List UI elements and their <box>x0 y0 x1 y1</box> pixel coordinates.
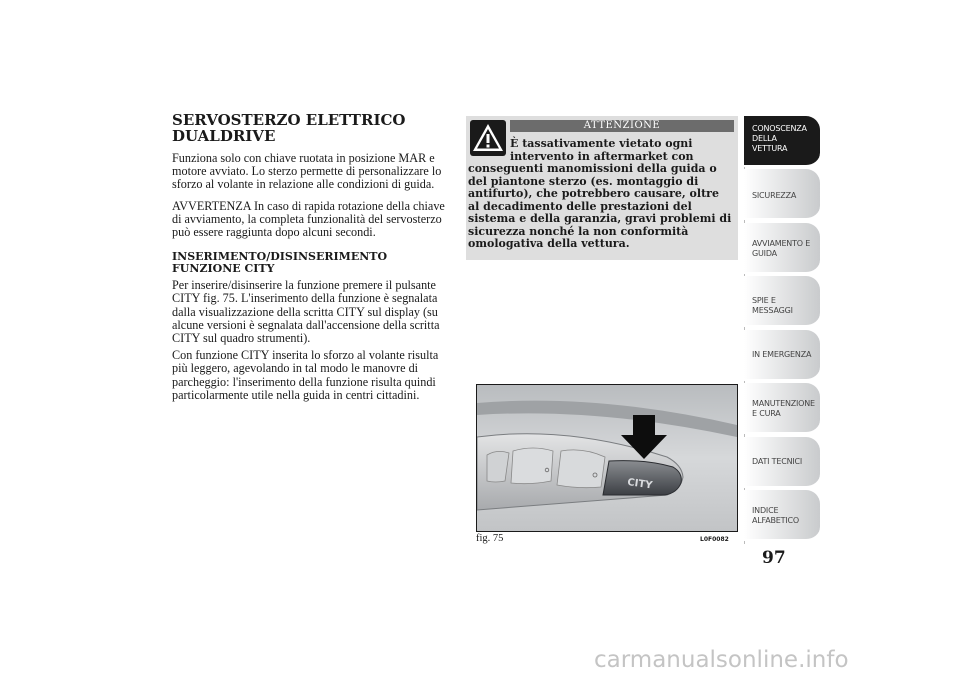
dashboard-photo <box>477 385 737 531</box>
warning-text-first: È tassativamente vietato ogni intervento in aftermarket con <box>510 137 694 163</box>
paragraph-warning-note: AVVERTENZA In caso di rapida rotazione della chiave di avviamento, la completa funzionalità del servosterzo può essere raggiunta dopo alcuni secondi. <box>172 198 445 240</box>
warning-text-rest: conseguenti manomissioni della guida o del piantone sterzo (es. montaggio di antifurto), che potrebbero causare, oltre al decadimento delle prestazioni del sistema e della garanzia, gravi problemi di sicurezza nonché la non conformità omologativa della vettura. <box>468 162 732 250</box>
sidebar-tab-label: SICUREZZA <box>752 191 797 200</box>
city-button-label: CITY <box>626 477 653 492</box>
sidebar-tab-label: CONOSCENZA DELLA VETTURA <box>752 124 807 153</box>
section-title: SERVOSTERZO ELETTRICO DUALDRIVE <box>172 111 406 145</box>
paragraph-intro: Funziona solo con chiave ruotata in posizione MAR e motore avviato. Lo sterzo permette di personalizzare lo sforzo al volante in relazione alle condizioni di guida. <box>172 151 442 192</box>
sidebar-tab-label: SPIE E MESSAGGI <box>752 296 793 315</box>
figure-caption: fig. 75 <box>476 533 504 544</box>
sidebar-tab-emergenza[interactable] <box>744 330 820 381</box>
subsection-title: INSERIMENTO/DISINSERIMENTO FUNZIONE CITY <box>172 250 388 276</box>
watermark: carmanualsonline.info <box>594 647 849 673</box>
sidebar-tab-label: INDICE ALFABETICO <box>752 506 799 525</box>
sidebar-tab-dati-tecnici[interactable] <box>744 437 820 488</box>
sidebar-tab-label: MANUTENZIONE E CURA <box>752 399 815 418</box>
chapter-sidebar <box>744 116 820 544</box>
warning-box <box>466 116 738 260</box>
sidebar-tab-indice[interactable] <box>744 490 820 541</box>
paragraph-city-effect: Con funzione CITY inserita lo sforzo al volante risulta più leggero, agevolando in tal modo le manovre di parcheggio: l'inserimento della funzione risulta quindi particolarmente utile nella guida in centri cittadini. <box>172 348 439 402</box>
warning-text <box>468 138 734 251</box>
left-column <box>172 112 452 410</box>
warning-header: ATTENZIONE <box>510 120 734 132</box>
sidebar-tab-label: AVVIAMENTO E GUIDA <box>752 239 811 258</box>
sidebar-tab-manutenzione[interactable] <box>744 383 820 434</box>
sidebar-tab-conoscenza[interactable] <box>744 116 820 167</box>
sidebar-tab-spie[interactable] <box>744 276 820 327</box>
figure-code: L0F0082 <box>700 536 729 543</box>
page-number: 97 <box>762 548 786 568</box>
sidebar-tab-label: DATI TECNICI <box>752 457 803 466</box>
sidebar-tab-sicurezza[interactable] <box>744 169 820 220</box>
sidebar-tab-label: IN EMERGENZA <box>752 350 812 359</box>
figure-city-button <box>476 384 738 532</box>
sidebar-tab-avviamento[interactable] <box>744 223 820 274</box>
paragraph-city-activation: Per inserire/disinserire la funzione premere il pulsante CITY fig. 75. L'inserimento della funzione è segnalata dalla visualizzazione della scritta CITY sul display (su alcune versioni è segnalata dall'accensione della scritta CITY sul quadro strumenti). <box>172 278 440 346</box>
